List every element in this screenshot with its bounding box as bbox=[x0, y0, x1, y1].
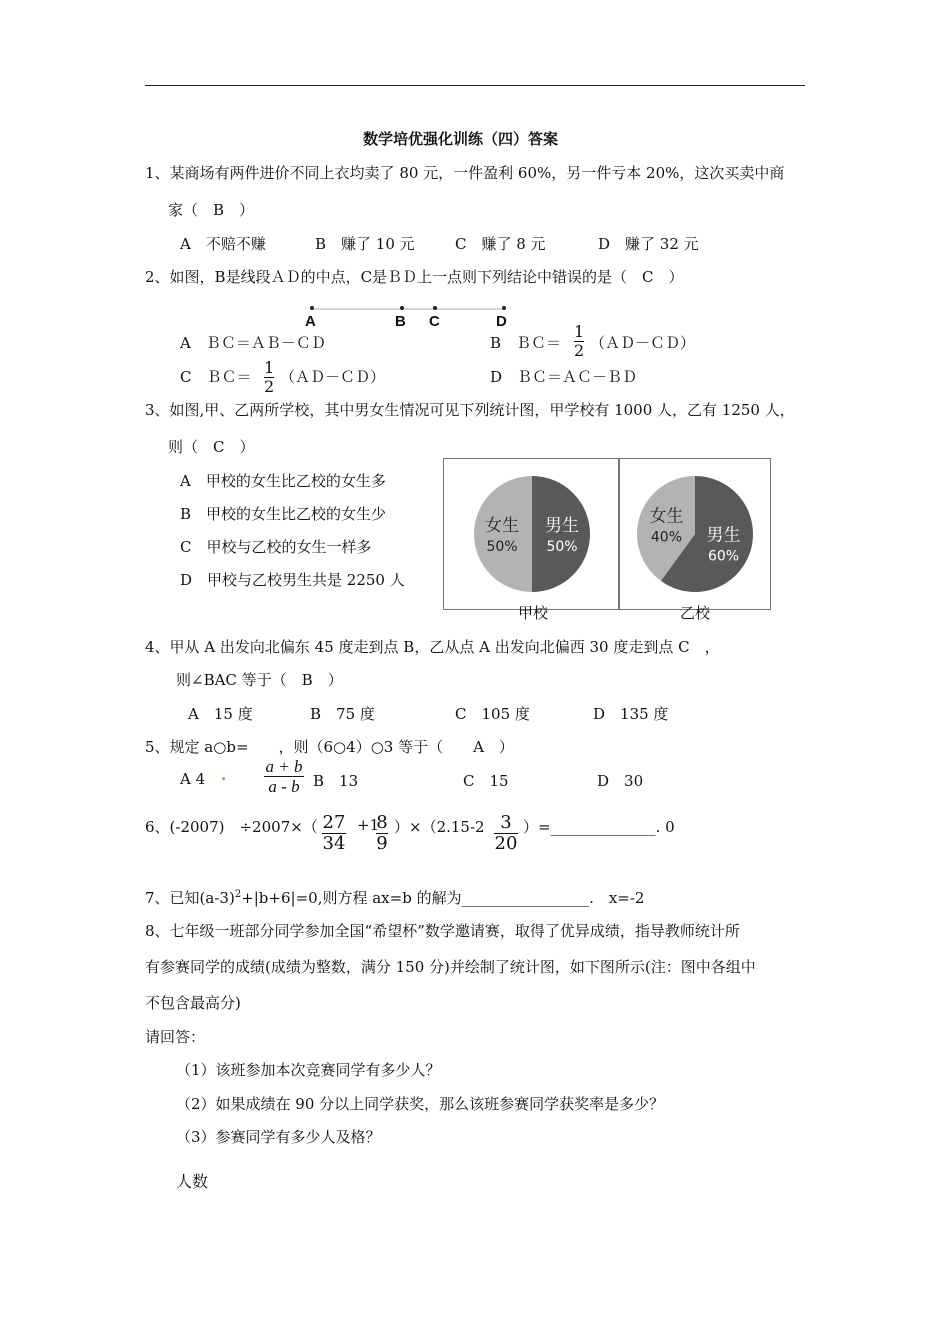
q8-subquestion-2: （2）如果成绩在 90 分以上同学获奖，那么该班参赛同学获奖率是多少？ bbox=[176, 1095, 665, 1113]
pie-label-female: 女生 bbox=[649, 506, 684, 527]
q6-part-4: ）=______________. 0 bbox=[523, 818, 675, 836]
q2-option-d: D ＢＣ＝ＡＣ－ＢＤ bbox=[490, 368, 638, 386]
pie-label-female: 女生 bbox=[485, 516, 519, 536]
q3-option-c: C 甲校与乙校的女生一样多 bbox=[180, 538, 372, 556]
q1-option-a: A 不赔不赚 bbox=[180, 235, 266, 253]
q1-option-d: D 赚了 32 元 bbox=[598, 235, 699, 253]
q3-option-b: B 甲校的女生比乙校的女生少 bbox=[180, 505, 387, 523]
q1-stem-answer: 家（ B ） bbox=[168, 201, 255, 219]
q6-part-3: ）×（2.15-2 bbox=[394, 818, 485, 836]
point-c-label: C bbox=[429, 313, 440, 330]
q3-option-a: A 甲校的女生比乙校的女生多 bbox=[180, 472, 386, 490]
stray-dot: . bbox=[221, 766, 227, 784]
q2-option-b-fraction bbox=[574, 324, 584, 359]
q8-line-4: 请回答： bbox=[145, 1028, 206, 1046]
q8-subquestion-1: （1）该班参加本次竞赛同学有多少人？ bbox=[176, 1061, 441, 1079]
pie-title-jia: 甲校 bbox=[518, 604, 549, 622]
fraction-denominator: 9 bbox=[376, 833, 388, 854]
q7-exponent: 2 bbox=[234, 889, 242, 900]
page-title: 数学培优强化训练（四）答案 bbox=[363, 130, 559, 148]
q6-part-1: 6、(-2007) ÷2007×（ bbox=[145, 818, 318, 836]
fraction-denominator: a - b bbox=[268, 777, 300, 796]
q6-fraction-3 bbox=[494, 814, 518, 853]
header-rule bbox=[145, 85, 805, 86]
q4-option-c: C 105 度 bbox=[455, 705, 530, 723]
point-d-label: D bbox=[496, 313, 507, 330]
point-d-dot bbox=[502, 306, 506, 310]
fraction-numerator: 1 bbox=[264, 358, 275, 377]
q4-option-d: D 135 度 bbox=[593, 705, 669, 723]
point-b-label: B bbox=[395, 313, 406, 330]
q6-part-2: +1 bbox=[357, 816, 380, 834]
q2-option-c-prefix: C ＢＣ＝ bbox=[180, 368, 252, 386]
q2-stem: 2、如图，B是线段ＡＤ的中点，C是ＢＤ上一点则下列结论中错误的是（ C ） bbox=[145, 268, 684, 286]
pie-label-male: 男生 bbox=[706, 525, 741, 546]
point-a-label: A bbox=[305, 313, 316, 330]
fraction-denominator: 2 bbox=[574, 341, 585, 360]
pie-label-male: 男生 bbox=[545, 516, 579, 536]
fraction-numerator: 8 bbox=[376, 812, 388, 833]
pie-chart-frame-yi bbox=[619, 458, 771, 610]
pie-chart-frame-jia bbox=[443, 458, 619, 610]
q3-option-d: D 甲校与乙校男生共是 2250 人 bbox=[180, 571, 405, 589]
q8-subquestion-3: （3）参赛同学有多少人及格？ bbox=[176, 1128, 381, 1146]
q4-option-b: B 75 度 bbox=[310, 705, 375, 723]
q1-option-b: B 赚了 10 元 bbox=[315, 235, 415, 253]
q5-option-a: A 4 bbox=[180, 770, 206, 788]
fraction-numerator: a + b bbox=[265, 757, 303, 776]
pie-value-female: 40% bbox=[650, 529, 683, 546]
q4-option-a: A 15 度 bbox=[188, 705, 253, 723]
q2-option-c-suffix: （ＡＤ－ＣＤ） bbox=[280, 368, 386, 386]
segment-diagram bbox=[290, 298, 530, 330]
point-a-dot bbox=[310, 306, 314, 310]
q6-fraction-1 bbox=[322, 814, 346, 853]
q2-option-b-suffix: （ＡＤ－ＣＤ） bbox=[590, 334, 696, 352]
q1-option-c: C 赚了 8 元 bbox=[455, 235, 546, 253]
q2-option-a: A ＢＣ＝ＡＢ－ＣＤ bbox=[180, 334, 326, 352]
fraction-numerator: 1 bbox=[574, 322, 585, 341]
q2-option-c-fraction bbox=[264, 360, 274, 395]
q4-stem-answer: 则∠BAC 等于（ B ） bbox=[176, 671, 343, 689]
q2-option-b-prefix: B ＢＣ＝ bbox=[490, 334, 562, 352]
pie-value-male: 50% bbox=[546, 539, 578, 555]
q4-stem: 4、甲从 A 出发向北偏东 45 度走到点 B，乙从点 A 出发向北偏西 30 度走到点 C ， bbox=[145, 638, 720, 656]
point-b-dot bbox=[400, 306, 404, 310]
pie-value-male: 60% bbox=[707, 548, 740, 565]
q5-definition-fraction bbox=[264, 758, 304, 795]
q7-part-1: 7、已知(a-3) bbox=[145, 889, 235, 907]
q7-part-2: +|b+6|=0,则方程 ax=b 的解为_________________. x=-2 bbox=[241, 889, 645, 907]
pie-title-yi: 乙校 bbox=[680, 604, 711, 622]
pie-chart-yi bbox=[620, 459, 770, 609]
fraction-denominator: 34 bbox=[322, 833, 346, 854]
point-c-dot bbox=[433, 306, 437, 310]
q8-line-1: 8、七年级一班部分同学参加全国“希望杯”数学邀请赛，取得了优异成绩，指导教师统计所 bbox=[145, 922, 740, 940]
fraction-denominator: 20 bbox=[494, 833, 518, 854]
pie-value-female: 50% bbox=[486, 539, 518, 555]
q5-stem: 5、规定 a○b= ，则（6○4）○3 等于（ A ） bbox=[145, 738, 514, 756]
q5-option-b: B 13 bbox=[313, 772, 359, 790]
q5-option-d: D 30 bbox=[597, 772, 644, 790]
q7-text bbox=[145, 887, 644, 908]
q8-line-3: 不包含最高分) bbox=[145, 994, 241, 1012]
fraction-numerator: 27 bbox=[322, 812, 346, 833]
chart-y-axis-label: 人数 bbox=[176, 1172, 209, 1191]
q3-stem: 3、如图,甲、乙两所学校，其中男女生情况可见下列统计图，甲学校有 1000 人，乙有 1250 人， bbox=[145, 401, 795, 419]
q3-stem-answer: 则（ C ） bbox=[168, 438, 255, 456]
fraction-numerator: 3 bbox=[500, 812, 512, 833]
q8-line-2: 有参赛同学的成绩(成绩为整数，满分 150 分)并绘制了统计图，如下图所示(注：图中各组中 bbox=[145, 958, 756, 976]
fraction-denominator: 2 bbox=[264, 377, 275, 396]
pie-chart-jia bbox=[444, 459, 618, 609]
q6-fraction-2 bbox=[376, 814, 388, 853]
q5-option-c: C 15 bbox=[463, 772, 509, 790]
q1-stem: 1、某商场有两件进价不同上衣均卖了 80 元，一件盈利 60%，另一件亏本 20%，这次买卖中商 bbox=[145, 164, 785, 182]
